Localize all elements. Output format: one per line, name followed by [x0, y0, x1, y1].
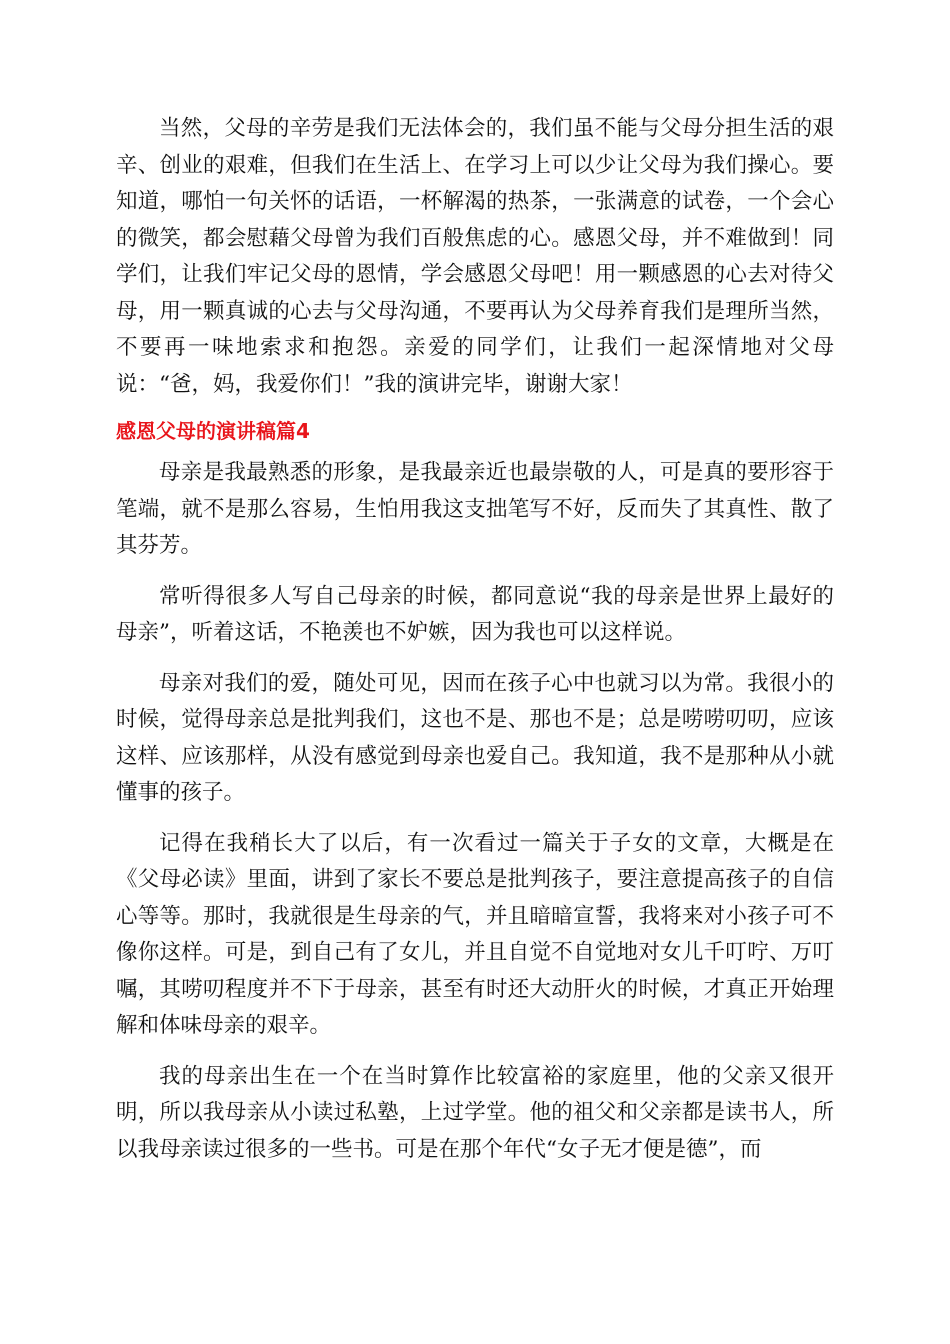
body-paragraph-3: 母亲对我们的爱，随处可见，因而在孩子心中也就习以为常。我很小的时候，觉得母亲总是批判我们，这也不是、那也不是；总是唠唠叨叨，应该这样、应该那样，从没有感觉到母亲也爱自己。我知道，我不是那种从小就懂事的孩子。: [116, 670, 834, 805]
intro-paragraph: 当然，父母的辛劳是我们无法体会的，我们虽不能与父母分担生活的艰辛、创业的艰难，但我们在生活上、在学习上可以少让父母为我们操心。要知道，哪怕一句关怀的话语，一杯解渴的热茶，一张满意的试卷，一个会心的微笑，都会慰藉父母曾为我们百般焦虑的心。感恩父母，并不难做到！同学们，让我们牢记父母的恩情，学会感恩父母吧！用一颗感恩的心去对待父母，用一颗真诚的心去与父母沟通，不要再认为父母养育我们是理所当然，不要再一味地索求和抱怨。亲爱的同学们，让我们一起深情地对父母说：“爸，妈，我爱你们！”我的演讲完毕，谢谢大家！: [116, 116, 834, 397]
body-paragraph-5: 我的母亲出生在一个在当时算作比较富裕的家庭里，他的父亲又很开明，所以我母亲从小读过私塾，上过学堂。他的祖父和父亲都是读书人，所以我母亲读过很多的一些书。可是在那个年代“女子无才便是德”，而: [116, 1063, 834, 1162]
body-paragraph-4: 记得在我稍长大了以后，有一次看过一篇关于子女的文章，大概是在《父母必读》里面，讲到了家长不要总是批判孩子，要注意提高孩子的自信心等等。那时，我就很是生母亲的气，并且暗暗宣誓，我将来对小孩子可不像你这样。可是，到自己有了女儿，并且自觉不自觉地对女儿千叮咛、万叮嘱，其唠叨程度并不下于母亲，甚至有时还大动肝火的时候，才真正开始理解和体味母亲的艰辛。: [116, 830, 834, 1038]
document-page: [116, 111, 834, 1182]
body-paragraph-1: 母亲是我最熟悉的形象，是我最亲近也最崇敬的人，可是真的要形容于笔端，就不是那么容易，生怕用我这支拙笔写不好，反而失了其真性、散了其芬芳。: [116, 460, 834, 558]
section-heading: 感恩父母的演讲稿篇4: [116, 419, 310, 443]
body-paragraph-2: 常听得很多人写自己母亲的时候，都同意说“我的母亲是世界上最好的母亲”，听着这话，不艳羡也不妒嫉，因为我也可以这样说。: [116, 583, 834, 645]
